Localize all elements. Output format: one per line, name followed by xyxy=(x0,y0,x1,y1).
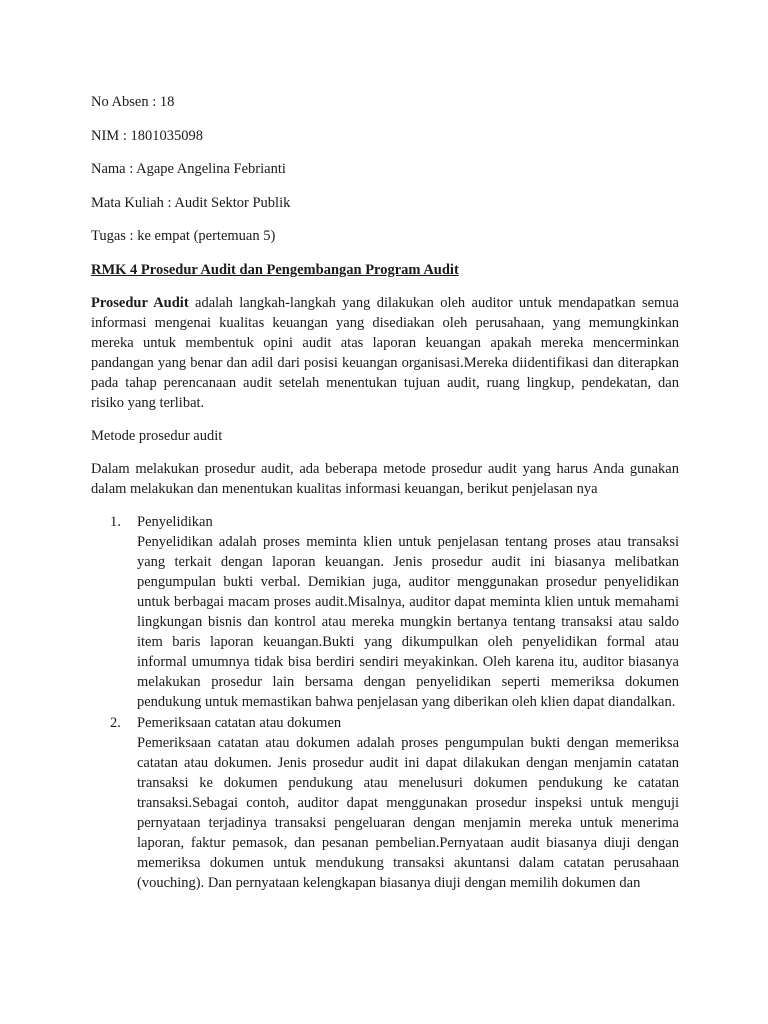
intro-paragraph xyxy=(91,293,679,413)
list-item-number: 1. xyxy=(110,513,121,530)
nim-line: NIM : 1801035098 xyxy=(91,127,203,144)
document-title: RMK 4 Prosedur Audit dan Pengembangan Program Audit xyxy=(91,261,459,278)
mata-kuliah-line: Mata Kuliah : Audit Sektor Publik xyxy=(91,194,291,211)
list-item-number: 2. xyxy=(110,714,121,731)
list-item-body: Penyelidikan adalah proses meminta klien untuk penjelasan tentang proses atau transaksi yang terkait dengan laporan keuangan. Jenis prosedur audit ini biasanya melibatkan pengumpulan bukti verbal. Demikian juga, auditor menggunakan prosedur penyelidikan untuk berbagai macam proses audit.Misalnya, auditor dapat meminta klien untuk memahami lingkungan bisnis dan kontrol atau mereka mungkin bertanya tentang transaksi atau saldo item baris laporan keuangan.Bukti yang dikumpulkan oleh penyelidikan formal atau informal umumnya tidak bisa berdiri sendiri meyakinkan. Oleh karena itu, auditor biasanya melakukan prosedur lain bersama dengan penyelidikan seperti memeriksa dokumen pendukung untuk memastikan bahwa penjelasan yang diberikan oleh klien dapat diandalkan. xyxy=(137,533,679,710)
method-intro-paragraph: Dalam melakukan prosedur audit, ada beberapa metode prosedur audit yang harus Anda gunakan dalam melakukan dan menentukan kualitas informasi keuangan, berikut penjelasan nya xyxy=(91,460,679,497)
intro-text: adalah langkah-langkah yang dilakukan oleh auditor untuk mendapatkan semua informasi mengenai kualitas keuangan yang disediakan oleh perusahaan, yang memungkinkan mereka untuk membentuk opini audit atas laporan keuangan apakah mereka mencerminkan pandangan yang benar dan adil dari posisi keuangan organisasi.Mereka diidentifikasi dan diterapkan pada tahap perencanaan audit setelah menentukan tujuan audit, ruang lingkup, pendekatan, dan risiko yang terlibat. xyxy=(91,294,679,411)
nama-line: Nama : Agape Angelina Febrianti xyxy=(91,161,286,177)
list-item xyxy=(91,713,679,893)
method-list xyxy=(91,512,679,893)
intro-term: Prosedur Audit xyxy=(91,294,189,311)
list-item-title: Pemeriksaan catatan atau dokumen xyxy=(137,714,342,731)
document-content xyxy=(91,92,679,894)
list-item-body: Pemeriksaan catatan atau dokumen adalah proses pengumpulan bukti dengan memeriksa catatan atau dokumen. Jenis prosedur audit ini dapat dilakukan dengan menjamin catatan transaksi ke dokumen pendukung atau menelusuri dokumen pendukung ke catatan transaksi.Sebagai contoh, auditor dapat menggunakan prosedur inspeksi untuk menguji pernyataan terjadinya transaksi pengeluaran dengan menjamin mereka untuk menerima laporan, faktur pemasok, dan pesanan pembelian.Pernyataan audit biasanya diuji dengan memeriksa dokumen untuk mendukung transaksi akuntansi dalam catatan perusahaan (vouching). Dan pernyataan kelengkapan biasanya diuji dengan memilih dokumen dan xyxy=(137,734,679,891)
list-item-title: Penyelidikan xyxy=(137,513,213,530)
no-absen-line: No Absen : 18 xyxy=(91,94,175,110)
method-subheading: Metode prosedur audit xyxy=(91,427,223,444)
tugas-line: Tugas : ke empat (pertemuan 5) xyxy=(91,228,276,244)
list-item xyxy=(91,512,679,712)
